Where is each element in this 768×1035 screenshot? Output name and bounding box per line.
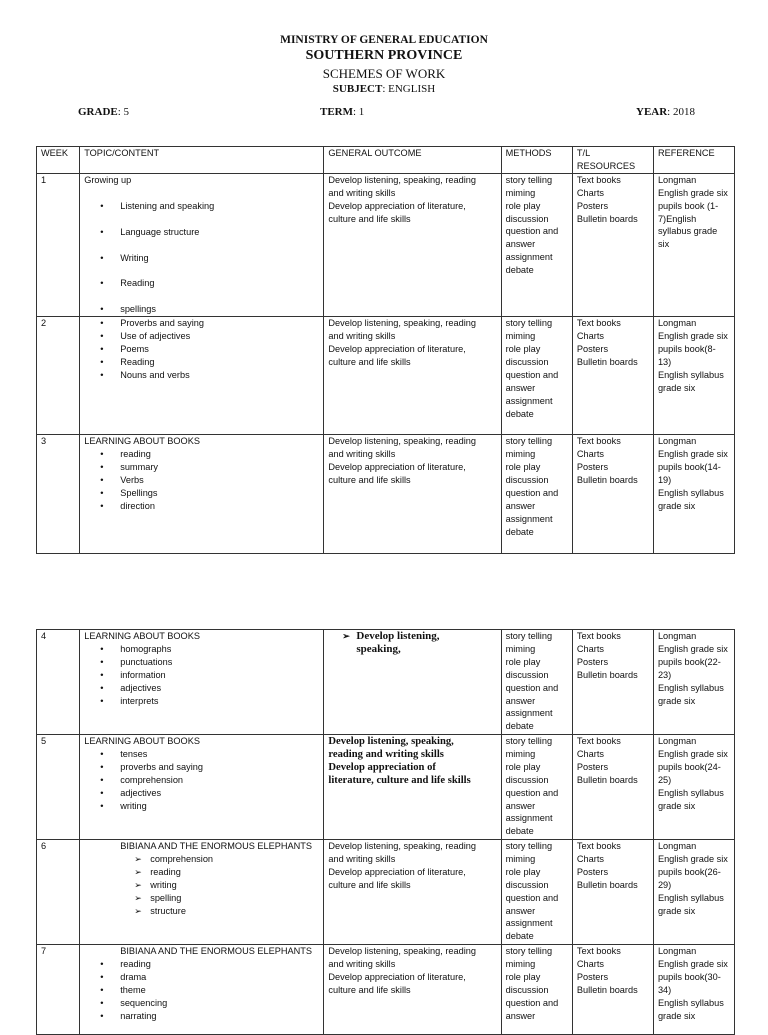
method-item: role play <box>505 971 541 982</box>
method-item: question and <box>505 787 559 798</box>
method-item: debate <box>505 721 534 732</box>
outcome-line: culture and life skills <box>328 356 411 367</box>
year-label: YEAR <box>636 106 668 118</box>
methods-cell <box>501 317 572 435</box>
reference-line: six <box>657 239 670 250</box>
topic-item: • reading <box>100 448 319 461</box>
resource-item: Posters <box>576 866 609 877</box>
methods-cell <box>501 735 572 840</box>
method-item: story telling <box>505 841 553 851</box>
topic-item: • spellings <box>100 303 319 316</box>
method-item: question and <box>505 682 559 693</box>
topic-item: • Verbs <box>100 474 319 487</box>
arrow-bullet-icon: ➢ <box>342 631 350 641</box>
method-item: miming <box>505 331 536 342</box>
table-header-row <box>37 147 735 174</box>
method-item: debate <box>505 526 534 537</box>
resources-cell <box>572 735 653 840</box>
topic-list <box>84 958 319 1023</box>
week-cell: 3 <box>37 435 80 554</box>
outcome-line: speaking, <box>356 643 401 655</box>
reference-line: grade six <box>657 1010 696 1021</box>
topic-item: ➢ writing <box>134 879 319 892</box>
subject-label: SUBJECT <box>332 83 383 95</box>
resource-item: Bulletin boards <box>576 984 638 995</box>
reference-line: English syllabus <box>657 487 724 498</box>
method-item: debate <box>505 826 534 837</box>
topic-item: • interprets <box>100 695 319 708</box>
reference-line: pupils book(30- <box>657 971 721 982</box>
outcome-line: culture and life skills <box>328 984 411 995</box>
week-cell: 7 <box>37 945 80 1035</box>
topic-list <box>84 643 319 708</box>
reference-line: grade six <box>657 905 696 916</box>
reference-line: English syllabus <box>657 787 724 798</box>
reference-cell <box>653 840 734 945</box>
topic-cell <box>80 317 324 435</box>
table-row <box>37 630 735 735</box>
method-item: role play <box>505 200 541 211</box>
topic-item: • Reading <box>100 277 319 290</box>
reference-cell <box>653 435 734 554</box>
col-header-methods: METHODS <box>501 147 572 174</box>
reference-line: English syllabus <box>657 892 724 903</box>
method-item: miming <box>505 449 536 460</box>
methods-cell <box>501 945 572 1035</box>
reference-line: 13) <box>657 356 672 367</box>
reference-line: 23) <box>657 669 672 680</box>
topic-list <box>84 853 319 918</box>
reference-line: syllabus grade <box>657 226 718 237</box>
topic-item: • theme <box>100 984 319 997</box>
method-item: discussion <box>505 356 549 367</box>
resource-item: Text books <box>576 174 621 185</box>
method-item: question and <box>505 226 559 237</box>
week-cell: 1 <box>37 173 80 316</box>
col-header-outcome: GENERAL OUTCOME <box>324 147 501 174</box>
method-item: assignment <box>505 918 553 929</box>
topic-item: • Nouns and verbs <box>100 369 319 382</box>
topic-item: • reading <box>100 958 319 971</box>
methods-cell <box>501 840 572 945</box>
table-row <box>37 945 735 1035</box>
province-heading: SOUTHERN PROVINCE <box>305 48 463 63</box>
reference-line: English syllabus <box>657 369 724 380</box>
resource-item: Text books <box>576 631 621 641</box>
reference-cell <box>653 317 734 435</box>
table-row <box>37 173 735 316</box>
methods-cell <box>501 630 572 735</box>
topic-item: • Use of adjectives <box>100 330 319 343</box>
topic-title: BIBIANA AND THE ENORMOUS ELEPHANTS <box>120 946 313 956</box>
resource-item: Text books <box>576 946 621 956</box>
reference-line: Longman <box>657 436 697 447</box>
reference-line: English syllabus <box>657 997 724 1008</box>
topic-item: • adjectives <box>100 682 319 695</box>
topic-cell <box>80 945 324 1035</box>
outcome-cell <box>324 945 501 1035</box>
method-item: answer <box>505 239 536 250</box>
method-item: role play <box>505 866 541 877</box>
reference-cell <box>653 945 734 1035</box>
subject-value: : ENGLISH <box>382 83 436 95</box>
table-row <box>37 317 735 435</box>
outcome-arrow-item <box>342 630 496 656</box>
method-item: role play <box>505 761 541 772</box>
method-item: role play <box>505 462 541 473</box>
topic-cell <box>80 630 324 735</box>
method-item: question and <box>505 369 559 380</box>
method-item: discussion <box>505 669 549 680</box>
resource-item: Posters <box>576 761 609 772</box>
method-item: assignment <box>505 708 553 719</box>
grade-label: GRADE <box>78 106 118 118</box>
method-item: question and <box>505 487 559 498</box>
outcome-line: Develop listening, speaking, <box>328 736 454 747</box>
topic-item: • sequencing <box>100 997 319 1010</box>
topic-item: • information <box>100 669 319 682</box>
reference-line: English grade six <box>657 187 728 198</box>
resources-cell <box>572 840 653 945</box>
reference-line: pupils book(8- <box>657 344 716 355</box>
outcome-line: Develop listening, <box>356 630 440 642</box>
methods-cell <box>501 173 572 316</box>
outcome-cell <box>324 173 501 316</box>
reference-line: Longman <box>657 841 697 851</box>
method-item: role play <box>505 344 541 355</box>
reference-line: English grade six <box>657 958 728 969</box>
outcome-line: Develop appreciation of literature, <box>328 971 466 982</box>
topic-item: • tenses <box>100 748 319 761</box>
topic-item: • homographs <box>100 643 319 656</box>
resource-item: Charts <box>576 187 604 198</box>
topic-item: • direction <box>100 500 319 513</box>
outcome-cell <box>324 840 501 945</box>
method-item: assignment <box>505 252 553 263</box>
method-item: story telling <box>505 631 553 641</box>
topic-item: • Language structure <box>100 226 319 239</box>
topic-item: ➢ comprehension <box>134 853 319 866</box>
outcome-line: Develop appreciation of literature, <box>328 344 466 355</box>
reference-line: English grade six <box>657 331 728 342</box>
table-row <box>37 840 735 945</box>
resource-item: Text books <box>576 436 621 447</box>
outcome-cell <box>324 317 501 435</box>
topic-item: • Writing <box>100 252 319 265</box>
topic-cell <box>80 435 324 554</box>
method-item: story telling <box>505 436 553 447</box>
resource-item: Posters <box>576 200 609 211</box>
col-header-reference: REFERENCE <box>653 147 734 174</box>
outcome-line: Develop appreciation of literature, <box>328 200 466 211</box>
reference-line: grade six <box>657 695 696 706</box>
outcome-line: and writing skills <box>328 958 396 969</box>
week-cell: 6 <box>37 840 80 945</box>
term-field <box>320 106 364 118</box>
topic-title: LEARNING ABOUT BOOKS <box>84 436 200 447</box>
resource-item: Posters <box>576 462 609 473</box>
ministry-heading: MINISTRY OF GENERAL EDUCATION <box>280 34 488 46</box>
method-item: assignment <box>505 813 553 824</box>
resource-item: Charts <box>576 748 604 759</box>
method-item: story telling <box>505 946 553 956</box>
method-item: discussion <box>505 984 549 995</box>
topic-item: • punctuations <box>100 656 319 669</box>
term-label: TERM <box>320 106 353 118</box>
grade-value: : 5 <box>117 106 130 118</box>
resources-cell <box>572 630 653 735</box>
resource-item: Posters <box>576 971 609 982</box>
table-row <box>37 435 735 554</box>
topic-item: • drama <box>100 971 319 984</box>
topic-title: LEARNING ABOUT BOOKS <box>84 631 200 641</box>
outcome-line: Develop listening, speaking, reading <box>328 946 477 956</box>
reference-line: English grade six <box>657 449 728 460</box>
outcome-line: Develop appreciation of literature, <box>328 866 466 877</box>
resource-item: Bulletin boards <box>576 774 638 785</box>
topic-list <box>84 748 319 813</box>
outcome-line: Develop appreciation of <box>328 762 436 773</box>
topic-item: • Proverbs and saying <box>100 317 319 330</box>
topic-list <box>84 200 319 317</box>
resource-item: Bulletin boards <box>576 356 638 367</box>
outcome-line: Develop listening, speaking, reading <box>328 841 477 851</box>
outcome-line: Develop listening, speaking, reading <box>328 174 477 185</box>
topic-title: BIBIANA AND THE ENORMOUS ELEPHANTS <box>120 841 313 851</box>
method-item: question and <box>505 892 559 903</box>
method-item: answer <box>505 382 536 393</box>
reference-line: pupils book(26- <box>657 866 721 877</box>
method-item: discussion <box>505 213 549 224</box>
resource-item: Charts <box>576 958 604 969</box>
topic-item: • Poems <box>100 343 319 356</box>
outcome-line: and writing skills <box>328 853 396 864</box>
method-item: story telling <box>505 736 553 746</box>
outcome-line: Develop listening, speaking, reading <box>328 318 477 329</box>
reference-line: Longman <box>657 174 697 185</box>
outcome-line: literature, culture and life skills <box>328 775 471 786</box>
outcome-line: Develop appreciation of literature, <box>328 462 466 473</box>
topic-list <box>84 317 319 382</box>
resource-item: Bulletin boards <box>576 669 638 680</box>
topic-item: • Listening and speaking <box>100 200 319 213</box>
reference-line: pupils book(22- <box>657 656 721 667</box>
method-item: assignment <box>505 513 553 524</box>
method-item: role play <box>505 656 541 667</box>
method-item: miming <box>505 643 536 654</box>
method-item: discussion <box>505 474 549 485</box>
reference-line: Longman <box>657 631 697 641</box>
reference-line: 34) <box>657 984 672 995</box>
method-item: miming <box>505 187 536 198</box>
reference-line: Longman <box>657 318 697 329</box>
reference-cell <box>653 173 734 316</box>
week-cell: 5 <box>37 735 80 840</box>
method-item: story telling <box>505 174 553 185</box>
reference-line: Longman <box>657 736 697 746</box>
topic-cell <box>80 173 324 316</box>
reference-line: grade six <box>657 800 696 811</box>
subject-line <box>0 83 768 95</box>
method-item: discussion <box>505 774 549 785</box>
method-item: miming <box>505 748 536 759</box>
reference-line: Longman <box>657 946 697 956</box>
topic-cell <box>80 840 324 945</box>
method-item: assignment <box>505 395 553 406</box>
reference-cell <box>653 630 734 735</box>
topic-item: ➢ spelling <box>134 892 319 905</box>
topic-item: • adjectives <box>100 787 319 800</box>
col-header-week: WEEK <box>37 147 80 174</box>
topic-item: • comprehension <box>100 774 319 787</box>
method-item: discussion <box>505 879 549 890</box>
scheme-table-2 <box>36 629 735 1035</box>
week-cell: 2 <box>37 317 80 435</box>
resources-cell <box>572 173 653 316</box>
resource-item: Text books <box>576 841 621 851</box>
reference-line: grade six <box>657 382 696 393</box>
year-value: : 2018 <box>667 106 695 118</box>
resource-item: Text books <box>576 736 621 746</box>
resources-cell <box>572 435 653 554</box>
reference-line: English grade six <box>657 748 728 759</box>
outcome-cell <box>324 630 501 735</box>
scheme-table-1 <box>36 146 735 554</box>
grade-field <box>78 106 129 118</box>
topic-item: ➢ reading <box>134 866 319 879</box>
method-item: answer <box>505 500 536 511</box>
topic-item: ➢ structure <box>134 905 319 918</box>
reference-line: pupils book(14- <box>657 462 721 473</box>
method-item: debate <box>505 931 534 942</box>
outcome-cell <box>324 435 501 554</box>
topic-title: Growing up <box>84 174 132 185</box>
method-item: story telling <box>505 318 553 329</box>
resource-item: Charts <box>576 331 604 342</box>
outcome-cell <box>324 735 501 840</box>
week-cell: 4 <box>37 630 80 735</box>
method-item: miming <box>505 853 536 864</box>
topic-item: • proverbs and saying <box>100 761 319 774</box>
resource-item: Bulletin boards <box>576 213 638 224</box>
topic-item: • summary <box>100 461 319 474</box>
resource-item: Bulletin boards <box>576 474 638 485</box>
topic-title: LEARNING ABOUT BOOKS <box>84 736 200 746</box>
resources-cell <box>572 945 653 1035</box>
col-header-resources: T/L RESOURCES <box>572 147 653 174</box>
reference-line: English syllabus <box>657 682 724 693</box>
reference-line: grade six <box>657 500 696 511</box>
resource-item: Posters <box>576 656 609 667</box>
reference-line: pupils book (1- <box>657 200 719 211</box>
resource-item: Text books <box>576 318 621 329</box>
reference-line: 29) <box>657 879 672 890</box>
table-row <box>37 735 735 840</box>
resources-cell <box>572 317 653 435</box>
reference-line: English grade six <box>657 853 728 864</box>
topic-item: • narrating <box>100 1010 319 1023</box>
document-title: SCHEMES OF WORK <box>322 66 446 81</box>
method-item: answer <box>505 1010 536 1021</box>
method-item: debate <box>505 265 534 276</box>
outcome-line: culture and life skills <box>328 213 411 224</box>
reference-line: 25) <box>657 774 672 785</box>
reference-line: pupils book(24- <box>657 761 721 772</box>
topic-item: • Reading <box>100 356 319 369</box>
method-item: answer <box>505 905 536 916</box>
method-item: question and <box>505 997 559 1008</box>
resource-item: Charts <box>576 643 604 654</box>
outcome-line: culture and life skills <box>328 879 411 890</box>
term-value: : 1 <box>353 106 365 118</box>
outcome-line: and writing skills <box>328 449 396 460</box>
resource-item: Bulletin boards <box>576 879 638 890</box>
method-item: miming <box>505 958 536 969</box>
outcome-line: reading and writing skills <box>328 749 444 760</box>
methods-cell <box>501 435 572 554</box>
reference-line: English grade six <box>657 643 728 654</box>
method-item: debate <box>505 408 534 419</box>
topic-list <box>84 448 319 513</box>
resource-item: Charts <box>576 449 604 460</box>
topic-item: • Spellings <box>100 487 319 500</box>
reference-line: 7)English <box>657 213 697 224</box>
method-item: answer <box>505 800 536 811</box>
outcome-line: Develop listening, speaking, reading <box>328 436 477 447</box>
resource-item: Posters <box>576 344 609 355</box>
reference-cell <box>653 735 734 840</box>
topic-cell <box>80 735 324 840</box>
col-header-topic: TOPIC/CONTENT <box>80 147 324 174</box>
topic-item: • writing <box>100 800 319 813</box>
year-field <box>636 106 695 118</box>
resource-item: Charts <box>576 853 604 864</box>
reference-line: 19) <box>657 474 672 485</box>
outcome-line: culture and life skills <box>328 474 411 485</box>
method-item: answer <box>505 695 536 706</box>
outcome-line: and writing skills <box>328 331 396 342</box>
outcome-line: and writing skills <box>328 187 396 198</box>
